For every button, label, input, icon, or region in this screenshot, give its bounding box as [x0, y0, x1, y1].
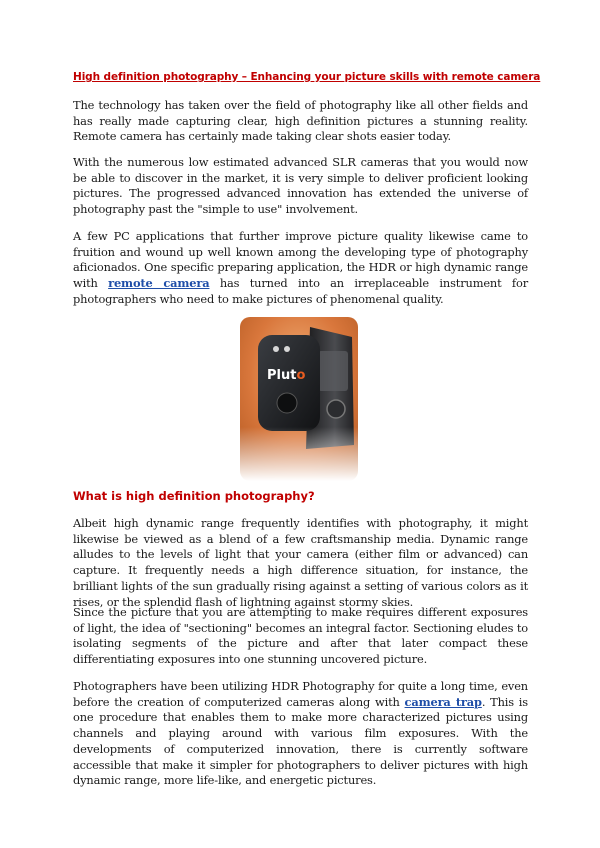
remote-camera-link[interactable]: remote camera — [108, 276, 210, 291]
paragraph-text: . This is one procedure that enables them to make more characterized pictures using channels and playing around with various film exposures. With the developments of computerized innovation, there is currently software accessible that make it simpler for photographers to deliver pictures with high dynamic range, more life-like, and energetic pictures. — [73, 694, 528, 788]
paragraph-text: has turned into an irreplaceable instrument for photographers who need to make pictures of phenomenal quality. — [73, 276, 528, 306]
led-indicator-1 — [273, 346, 279, 352]
device-brand-logo: Pluto — [267, 368, 306, 383]
paragraph-text: A few PC applications that further improve picture quality likewise came to fruition and wound up well known among the developing type of photography aficionados. One specific preparing application, the HDR or high dynamic range with — [73, 229, 528, 291]
camera-side-panel — [318, 351, 348, 391]
document-title: High definition photography – Enhancing your picture skills with remote camera — [73, 71, 541, 83]
intro-paragraph-3 — [73, 229, 528, 308]
camera-dial — [327, 400, 345, 418]
camera-trap-link[interactable]: camera trap — [404, 694, 482, 709]
intro-paragraph-2: With the numerous low estimated advanced SLR cameras that you would now be able to discover in the market, it is very simple to deliver proficient looking pictures. The progressed advanced innovation has extended the universe of photography past the "simple to use" involvement. — [73, 155, 528, 217]
intro-paragraph-1: The technology has taken over the field of photography like all other fields and has really made capturing clear, high definition pictures a stunning reality. Remote camera has certainly made taking clear shots easier today. — [73, 98, 528, 144]
device-button — [277, 393, 297, 413]
section-paragraph-2: Since the picture that you are attempting to make requires different exposures of light, the idea of "sectioning" becomes an integral factor. Sectioning eludes to isolating segments of the picture and after that later compact these differentiating exposures into one stunning uncovered picture. — [73, 605, 528, 667]
paragraph-text: Photographers have been utilizing HDR Photography for quite a long time, even before the creation of computerized cameras along with — [73, 679, 528, 709]
led-indicator-2 — [284, 346, 290, 352]
remote-camera-photo — [240, 317, 358, 481]
section-heading: What is high definition photography? — [73, 489, 315, 503]
section-paragraph-1: Albeit high dynamic range frequently identifies with photography, it might likewise be viewed as a blend of a few craftsmanship media. Dynamic range alludes to the levels of light that your camera (either film or advanced) can capture. It frequently needs a high difference situation, for instance, the brilliant lights of the sun gradually rising against a setting of various colors as it rises, or the splendid flash of lightning against stormy skies. — [73, 516, 528, 609]
photo-fade — [240, 427, 358, 481]
section-paragraph-3 — [73, 679, 528, 789]
